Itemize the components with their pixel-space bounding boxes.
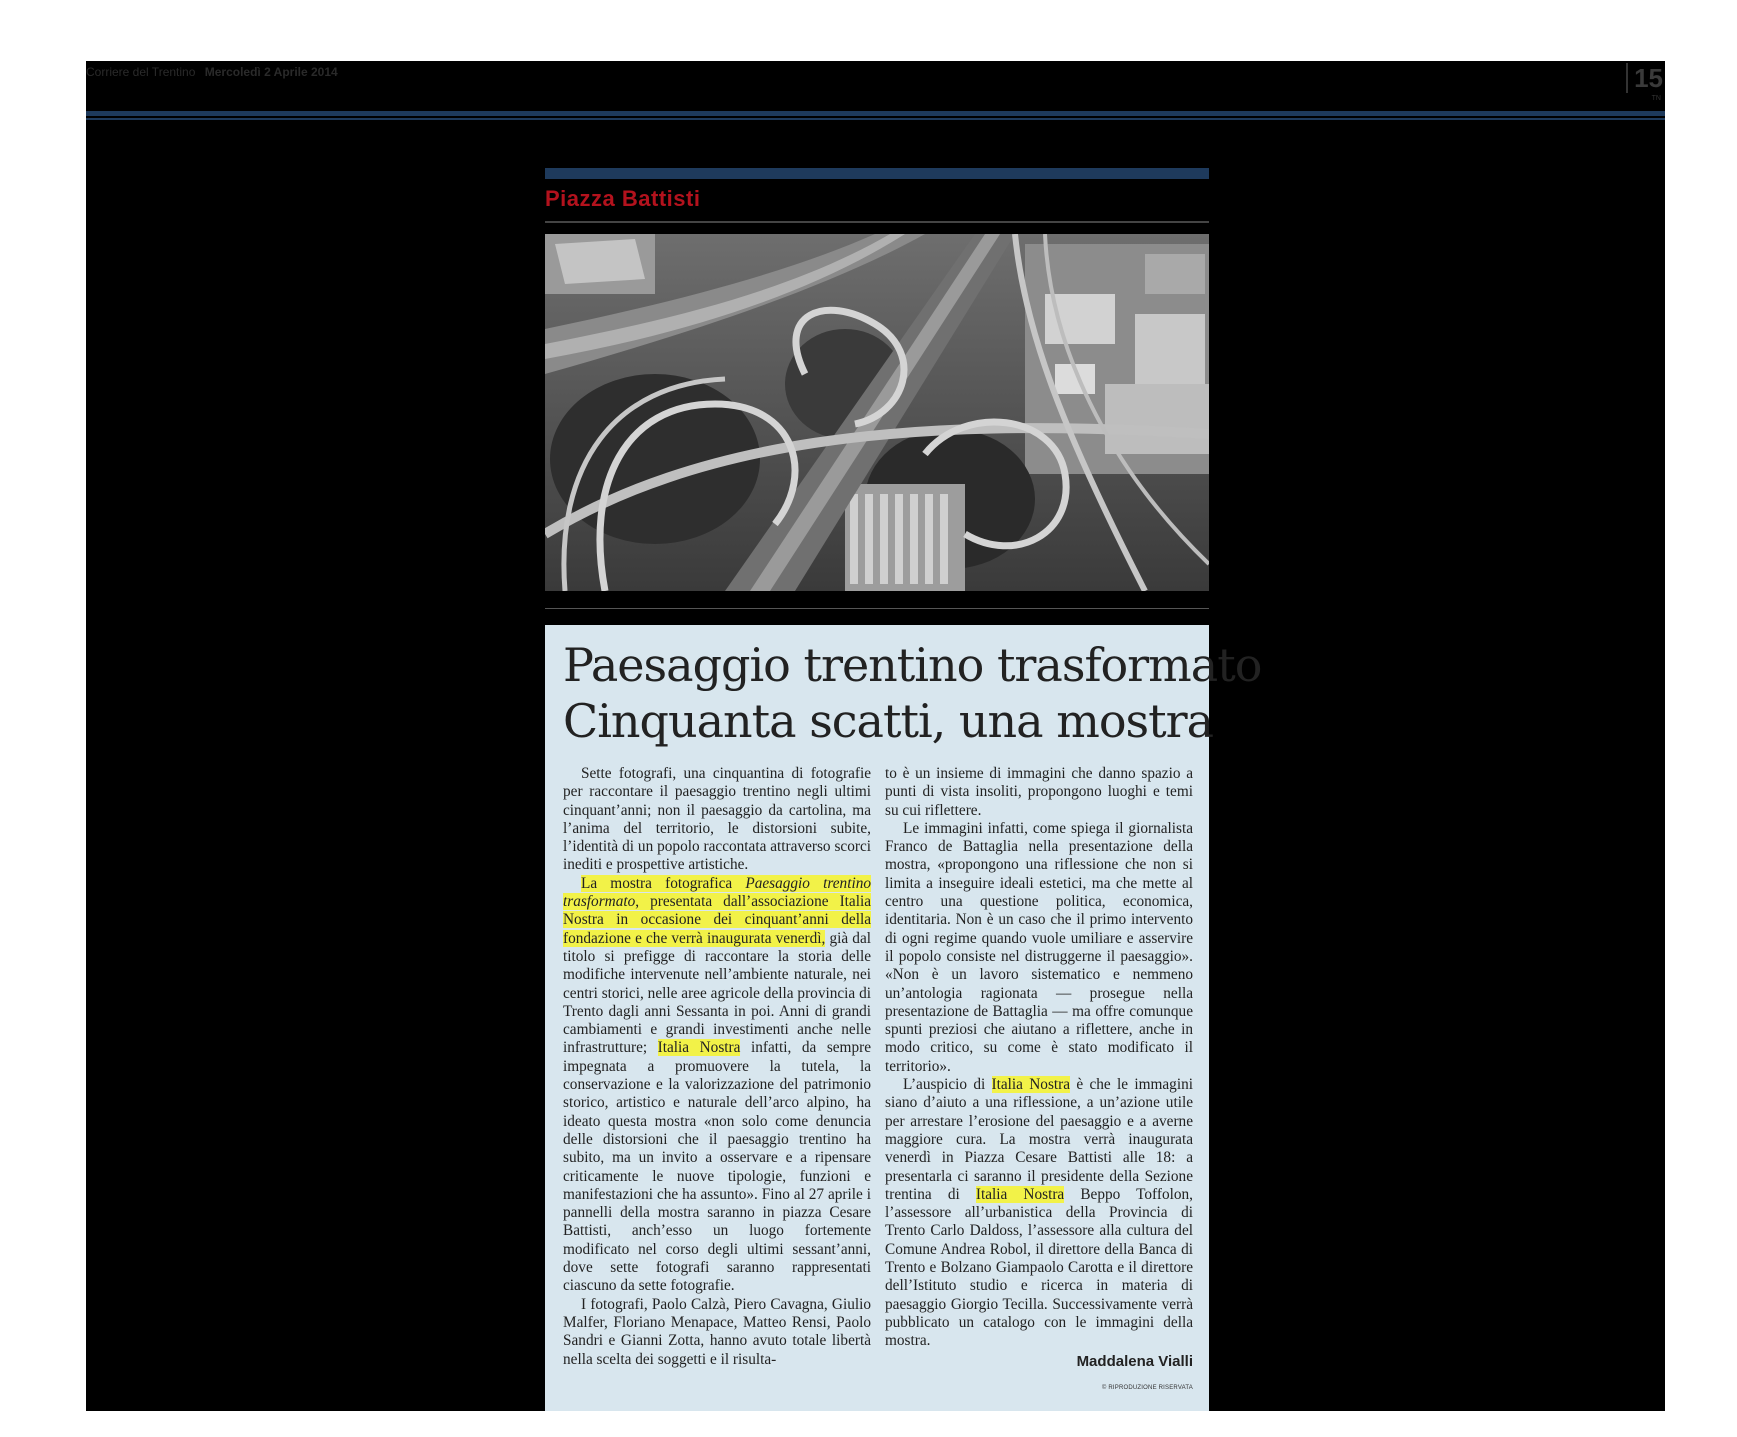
paragraph: I fotografi, Paolo Calzà, Piero Cavagna, Giulio Malfer, Floriano Menapace, Matteo Rensi, Paolo Sandri e Gianni Zotta, hanno avuto totale libertà nella scelta dei soggetti e il risulta- [563,1295,871,1368]
text-run: La mostra fotografica [581,874,746,892]
masthead-info [86,65,338,79]
masthead-rule [86,111,1665,116]
headline-line-2: Cinquanta scatti, una mostra [563,694,1214,748]
copyright-notice: © RIPRODUZIONE RISERVATA [1101,1384,1193,1391]
text-column-1 [563,765,871,1369]
masthead [86,61,1665,119]
text-run: già dal titolo si prefigge di raccontare la storia delle modifiche intervenute nell’ambiente naturale, nei centri storici, nelle aree agricole della provincia di Trento dagli anni Sessanta in poi. Anni di grandi cambiamenti e grandi investimenti anche nelle infrastrutture; [563,929,871,1057]
article [545,168,1262,1411]
issue-date: Mercoledì 2 Aprile 2014 [204,65,338,79]
paragraph: to è un insieme di immagini che danno spazio a punti di vista insoliti, propongono luoghi e temi su cui riflettere. [885,765,1193,819]
text-run: L’auspicio di [903,1076,992,1094]
paragraph: Sette fotografi, una cinquantina di fotografie per raccontare il paesaggio trentino negli ultimi cinquant’anni; non il paesaggio da cartolina, ma l’anima del territorio, le distorsioni subite, l’identità di un popolo raccontata attraverso scorci inediti e prospettive artistiche. [563,765,871,874]
photo-rule [545,608,1209,609]
text-run: , presentata dall’associazione Italia Nostra in occasione dei cinquant’anni della fondazione e che verrà inaugurata venerdì, [563,893,871,947]
author-byline: Maddalena Vialli [1076,1352,1193,1370]
exhibition-title: Paesaggio trentino trasformato [563,874,871,911]
masthead-rule-thin [86,118,1665,120]
section-title: Piazza Battisti [545,186,701,211]
newspaper-page [86,61,1665,1411]
page-code: TN [1651,95,1661,102]
article-photo [545,234,1209,591]
newspaper-name: Corriere del Trentino [86,65,196,79]
page-number: 15 [1626,63,1663,93]
text-run: è che le immagini siano d’aiuto a una riflessione, a un’azione utile per arrestare l’erosione del paesaggio e a averne maggiore cura. La mostra verrà inaugurata venerdì in Piazza Cesare Battisti alle 18: a presentarla ci saranno il presidente della Sezione trentina di [885,1076,1193,1203]
highlighted-text: Italia Nostra [657,1039,741,1057]
highlighted-text: Italia Nostra [975,1185,1065,1203]
section-bar [545,168,1209,179]
headline-line-1: Paesaggio trentino trasformato [563,638,1262,692]
article-textbox [545,625,1262,1411]
headline [563,637,1262,749]
highlighted-text: Italia Nostra [991,1076,1071,1094]
text-run: infatti, da sempre impegnata a promuovere la tutela, la conservazione e la valorizzazione del patrimonio storico, artistico e naturale dell’arco alpino, ha ideato questa mostra «non solo come denuncia delle distorsioni che il paesaggio trentino ha subito, ma un invito a osservare e a ripensare criticamente le nuove tipologie, funzioni e manifestazioni che ha assunto». Fino al 27 aprile i pannelli della mostra saranno in piazza Cesare Battisti, anch’esso un luogo fortemente modificato nel corso degli ultimi sessant’anni, dove sette fotografi saranno rappresentati ciascuno da sette fotografie. [563,1039,871,1295]
paragraph [563,875,871,1296]
text-column-2 [885,765,1193,1397]
paragraph: Le immagini infatti, come spiega il giornalista Franco de Battaglia nella presentazione della mostra, «propongono una riflessione che non si limita a inseguire ideali estetici, ma che mette al centro una questione politica, economica, identitaria. Non è un caso che il primo intervento di ogni regime quando vuole umiliare e asservire il popolo consiste nel distruggerne il paesaggio». «Non è un lavoro sistematico e nemmeno un’antologia ragionata — prosegue nella presentazione de Battaglia — ma offre comunque spunti preziosi che aiutano a riflettere, anche in modo critico, su come è stato modificato il territorio». [885,819,1193,1075]
text-run: Beppo Toffolon, l’assessore all’urbanistica della Provincia di Trento Carlo Daldoss, l’assessore alla cultura del Comune Andrea Robol, il direttore della Banca di Trento e Bolzano Giampaolo Carotta e il direttore dell’Istituto studio e ricerca in materia di paesaggio Giorgio Tecilla. Successivamente verrà pubblicato un catalogo con le immagini della mostra. [885,1185,1193,1350]
highway-interchange-photo [545,234,1209,591]
paragraph [885,1076,1193,1350]
section-rule [545,221,1209,223]
